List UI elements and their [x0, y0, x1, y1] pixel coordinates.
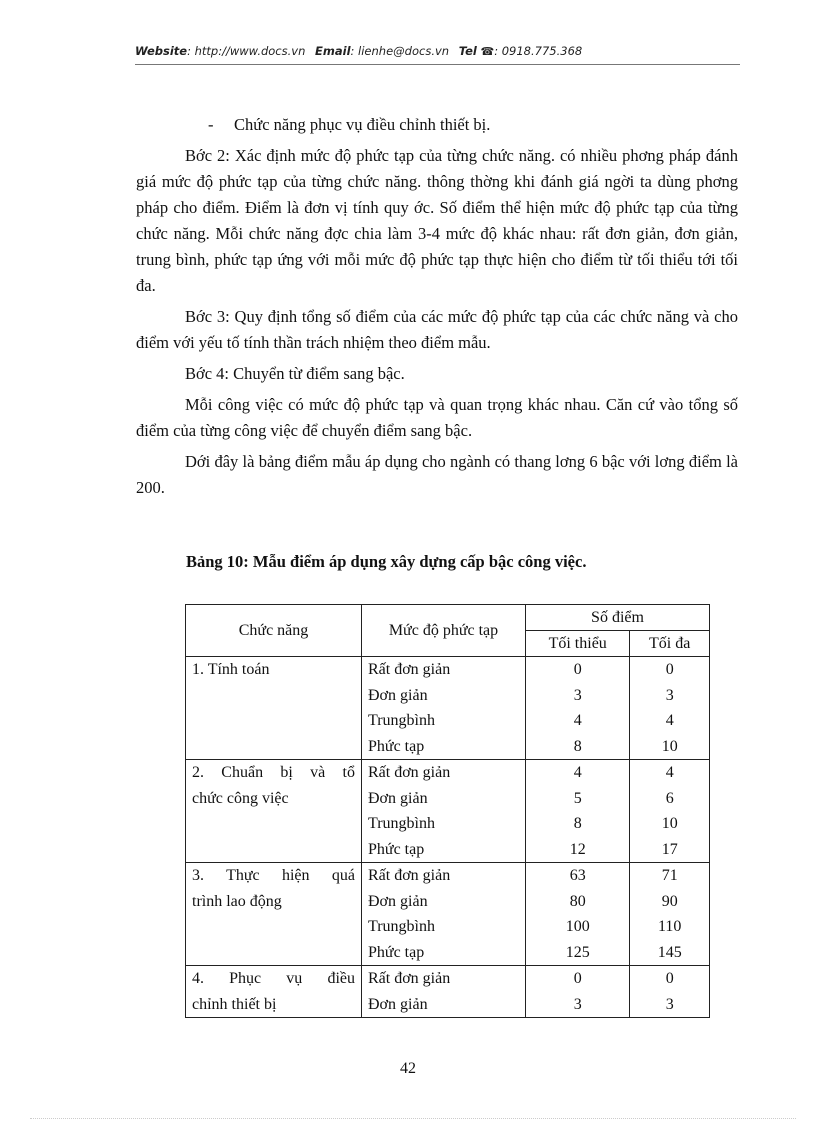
score-max-cell: 10: [630, 734, 710, 760]
complexity-cell: Rất đơn giản: [362, 760, 526, 786]
complexity-cell: Trungbình: [362, 811, 526, 837]
score-min-cell: 12: [526, 837, 630, 863]
function-label: 3. Thực hiện quá: [192, 867, 355, 884]
header-function: Chức năng: [186, 605, 362, 657]
header-min: Tối thiểu: [526, 631, 630, 657]
function-cell: [186, 863, 362, 966]
email-label: Email: [315, 44, 351, 58]
score-max-cell: 3: [630, 683, 710, 709]
tel-value: : 0918.775.368: [494, 44, 583, 58]
paragraph-step-4: Bớc 4: Chuyển từ điểm sang bậc.: [185, 364, 405, 383]
function-label: trình lao động: [192, 892, 282, 910]
header-complexity: Mức độ phức tạp: [362, 605, 526, 657]
score-max-cell: 145: [630, 940, 710, 966]
paragraph-table-intro: Dới đây là bảng điểm mẫu áp dụng cho ngành có thang lơng 6 bậc với lơng điểm là 200.: [136, 452, 738, 497]
body-text: [136, 112, 738, 506]
complexity-cell: Đơn giản: [362, 786, 526, 812]
function-label: chức công việc: [192, 789, 289, 807]
header-max: Tối đa: [630, 631, 710, 657]
bullet-dash: -: [208, 115, 214, 134]
function-cell: [186, 657, 362, 760]
page-header: [135, 44, 740, 65]
complexity-cell: Đơn giản: [362, 992, 526, 1018]
function-cell: [186, 760, 362, 863]
complexity-cell: Phức tạp: [362, 837, 526, 863]
paragraph-step-3: Bớc 3: Quy định tổng số điểm của các mức độ phức tạp của các chức năng và cho điểm với yếu tố tính thần trách nhiệm theo điểm mẫu.: [136, 307, 738, 352]
score-max-cell: 90: [630, 889, 710, 915]
score-min-cell: 100: [526, 914, 630, 940]
score-min-cell: 3: [526, 683, 630, 709]
bullet-item: [136, 112, 738, 138]
website-value: : http://www.docs.vn: [187, 44, 306, 58]
paragraph-step-2: Bớc 2: Xác định mức độ phức tạp của từng chức năng. có nhiều phơng pháp đánh giá mức độ phức tạp của từng chức năng. thông thờng khi đánh giá ngời ta dùng phơng pháp cho điểm. Điểm là đơn vị tính quy ớc. Số điểm thể hiện mức độ phức tạp của từng chức năng. Mỗi chức năng đợc chia làm 3-4 mức độ khác nhau: rất đơn giản, đơn giản, trung bình, phức tạp ứng với mỗi mức độ phức tạp thực hiện cho điểm từ tối thiểu tới tối đa.: [136, 146, 738, 295]
score-min-cell: 8: [526, 811, 630, 837]
complexity-cell: Trungbình: [362, 708, 526, 734]
score-max-cell: 6: [630, 786, 710, 812]
function-label: 2. Chuẩn bị và tổ: [192, 764, 355, 781]
score-min-cell: 8: [526, 734, 630, 760]
score-min-cell: 0: [526, 657, 630, 683]
complexity-cell: Phức tạp: [362, 940, 526, 966]
function-label: 4. Phục vụ điều: [192, 970, 355, 987]
header-score: Số điểm: [526, 605, 710, 631]
bottom-divider: [30, 1118, 796, 1119]
bullet-text: Chức năng phục vụ điều chỉnh thiết bị.: [234, 115, 491, 134]
score-min-cell: 3: [526, 992, 630, 1018]
phone-icon: ☎: [480, 45, 495, 58]
score-table: [185, 604, 710, 1018]
page-number: 42: [400, 1060, 416, 1077]
complexity-cell: Rất đơn giản: [362, 863, 526, 889]
email-value: : lienhe@docs.vn: [350, 44, 450, 58]
complexity-cell: Đơn giản: [362, 889, 526, 915]
table-body: [186, 657, 710, 1018]
table-row: [186, 760, 710, 786]
score-max-cell: 0: [630, 657, 710, 683]
score-max-cell: 71: [630, 863, 710, 889]
table-row: [186, 966, 710, 992]
score-max-cell: 4: [630, 708, 710, 734]
function-label: 1. Tính toán: [192, 661, 270, 678]
website-label: Website: [135, 44, 188, 58]
score-min-cell: 0: [526, 966, 630, 992]
complexity-cell: Rất đơn giản: [362, 966, 526, 992]
table-row: [186, 863, 710, 889]
score-min-cell: 4: [526, 708, 630, 734]
score-max-cell: 4: [630, 760, 710, 786]
table-row: [186, 657, 710, 683]
function-cell: [186, 966, 362, 1018]
score-min-cell: 4: [526, 760, 630, 786]
complexity-cell: Phức tạp: [362, 734, 526, 760]
score-min-cell: 125: [526, 940, 630, 966]
tel-label: Tel: [458, 44, 477, 58]
score-max-cell: 17: [630, 837, 710, 863]
complexity-cell: Đơn giản: [362, 683, 526, 709]
score-max-cell: 3: [630, 992, 710, 1018]
score-max-cell: 110: [630, 914, 710, 940]
complexity-cell: Trungbình: [362, 914, 526, 940]
score-min-cell: 5: [526, 786, 630, 812]
complexity-cell: Rất đơn giản: [362, 657, 526, 683]
score-max-cell: 10: [630, 811, 710, 837]
paragraph-conversion: Mỗi công việc có mức độ phức tạp và quan trọng khác nhau. Căn cứ vào tổng số điểm của từng công việc để chuyển điểm sang bậc.: [136, 395, 738, 440]
score-min-cell: 80: [526, 889, 630, 915]
table-caption: Bảng 10: Mẫu điểm áp dụng xây dựng cấp bậc công việc.: [186, 552, 587, 571]
score-max-cell: 0: [630, 966, 710, 992]
score-min-cell: 63: [526, 863, 630, 889]
function-label: chỉnh thiết bị: [192, 995, 277, 1013]
